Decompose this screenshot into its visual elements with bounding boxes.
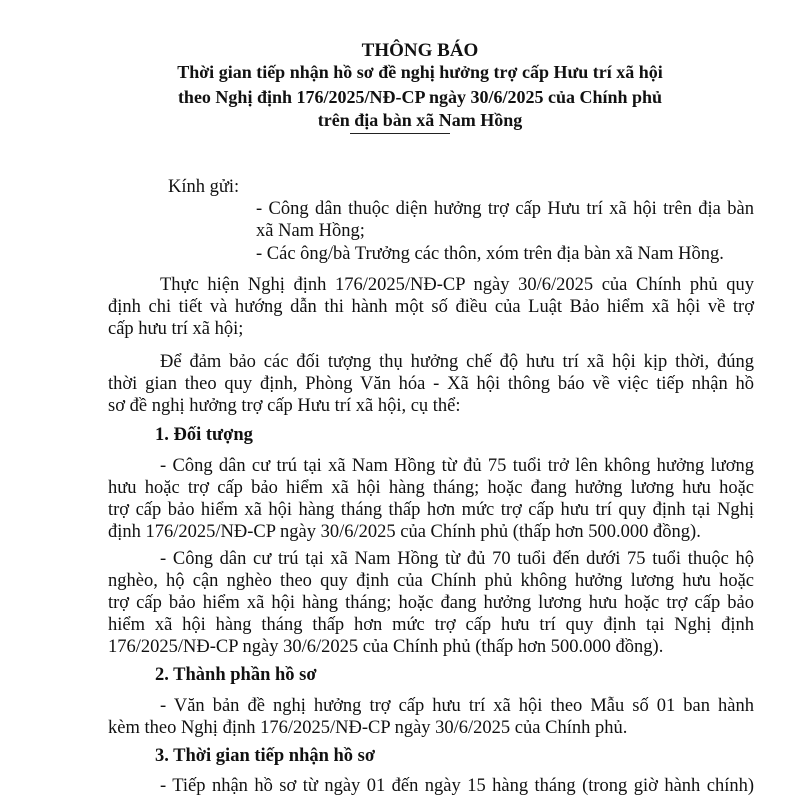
document-subtitle-line: Thời gian tiếp nhận hồ sơ đề nghị hưởng trợ cấp Hưu trí xã hội — [177, 62, 663, 82]
paragraph-line: định 176/2025/NĐ-CP ngày 30/6/2025 của Chính phủ (thấp hơn 500.000 đồng). — [108, 522, 701, 542]
section-heading: 1. Đối tượng — [155, 425, 253, 445]
paragraph-line: trợ cấp bảo hiểm xã hội hàng tháng thấp hơn mức trợ cấp hưu trí quy định tại Nghị — [108, 500, 754, 520]
paragraph-line: Thực hiện Nghị định 176/2025/NĐ-CP ngày 30/6/2025 của Chính phủ quy — [160, 275, 754, 295]
paragraph-line: cấp hưu trí xã hội; — [108, 319, 244, 339]
paragraph-line: thời gian theo quy định, Phòng Văn hóa - Xã hội thông báo về việc tiếp nhận hồ — [108, 374, 754, 394]
paragraph-line: kèm theo Nghị định 176/2025/NĐ-CP ngày 30/6/2025 của Chính phủ. — [108, 718, 628, 738]
paragraph-line: trợ cấp bảo hiểm xã hội hàng tháng; hoặc đang hưởng lương hưu hoặc trợ cấp bảo — [108, 593, 754, 613]
paragraph-line: - Công dân cư trú tại xã Nam Hồng từ đủ 70 tuổi đến dưới 75 tuổi thuộc hộ — [160, 549, 754, 569]
recipient-line: - Công dân thuộc diện hưởng trợ cấp Hưu trí xã hội trên địa bàn — [256, 199, 754, 219]
section-heading: 2. Thành phần hồ sơ — [155, 665, 317, 685]
section-heading: 3. Thời gian tiếp nhận hồ sơ — [155, 746, 376, 766]
title-underline — [350, 133, 450, 134]
recipient-line: xã Nam Hồng; — [256, 221, 365, 241]
document-title: THÔNG BÁO — [361, 40, 479, 61]
paragraph-line: 176/2025/NĐ-CP ngày 30/6/2025 của Chính phủ (thấp hơn 500.000 đồng). — [108, 637, 664, 657]
paragraph-line: nghèo, hộ cận nghèo theo quy định của Chính phủ không hưởng lương hưu hoặc — [108, 571, 754, 591]
paragraph-line: - Tiếp nhận hồ sơ từ ngày 01 đến ngày 15 hàng tháng (trong giờ hành chính) — [160, 776, 754, 796]
paragraph-line: - Công dân cư trú tại xã Nam Hồng từ đủ 75 tuổi trở lên không hưởng lương — [160, 456, 754, 476]
recipient-line: - Các ông/bà Trưởng các thôn, xóm trên địa bàn xã Nam Hồng. — [256, 244, 724, 264]
greeting-label: Kính gửi: — [168, 177, 240, 197]
paragraph-line: hưu hoặc trợ cấp bảo hiểm xã hội hàng tháng; hoặc đang hưởng lương hưu hoặc — [108, 478, 754, 498]
paragraph-line: - Văn bản đề nghị hưởng trợ cấp hưu trí xã hội theo Mẫu số 01 ban hành — [160, 696, 754, 716]
paragraph-line: sơ đề nghị hưởng trợ cấp Hưu trí xã hội, cụ thể: — [108, 396, 461, 416]
paragraph-line: hiểm xã hội hàng tháng thấp hơn mức trợ cấp hưu trí quy định tại Nghị định — [108, 615, 754, 635]
paragraph-line: định chi tiết và hướng dẫn thi hành một số điều của Luật Bảo hiểm xã hội về trợ — [108, 297, 754, 317]
document-subtitle-line: theo Nghị định 176/2025/NĐ-CP ngày 30/6/2025 của Chính phủ — [177, 87, 663, 107]
paragraph-line: Để đảm bảo các đối tượng thụ hưởng chế độ hưu trí xã hội kịp thời, đúng — [160, 352, 754, 372]
document-subtitle-line: trên địa bàn xã Nam Hồng — [317, 110, 523, 130]
